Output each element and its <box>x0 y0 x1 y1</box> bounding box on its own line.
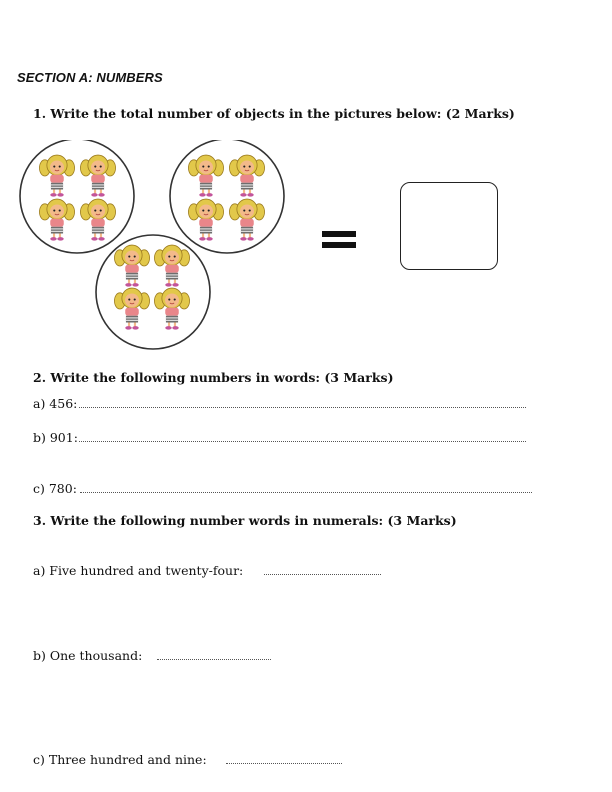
question-1-heading: 1. Write the total number of objects in the pictures below: (2 Marks) <box>33 106 515 121</box>
q3-item-a-label: a) Five hundred and twenty-four: <box>33 563 244 578</box>
section-title: SECTION A: NUMBERS <box>17 70 163 85</box>
group-circle <box>170 140 284 253</box>
q2-item-a-label: a) 456: <box>33 396 78 411</box>
counting-picture <box>14 140 304 355</box>
question-3-heading: 3. Write the following number words in numerals: (3 Marks) <box>33 513 457 528</box>
question-2-heading: 2. Write the following numbers in words: (3 Marks) <box>33 370 394 385</box>
q2-item-a-answer-line[interactable] <box>79 407 526 408</box>
group-circle <box>96 235 210 349</box>
q3-item-c-answer-line[interactable] <box>226 763 342 764</box>
q3-item-b-answer-line[interactable] <box>157 659 271 660</box>
answer-box[interactable] <box>400 182 498 270</box>
q3-item-a-answer-line[interactable] <box>264 574 381 575</box>
group-circle <box>20 140 134 253</box>
q2-item-b-label: b) 901: <box>33 430 78 445</box>
q3-item-b-label: b) One thousand: <box>33 648 143 663</box>
q2-item-c-answer-line[interactable] <box>80 492 532 493</box>
q2-item-c-label: c) 780: <box>33 481 77 496</box>
q2-item-b-answer-line[interactable] <box>79 441 526 442</box>
q3-item-c-label: c) Three hundred and nine: <box>33 752 207 767</box>
